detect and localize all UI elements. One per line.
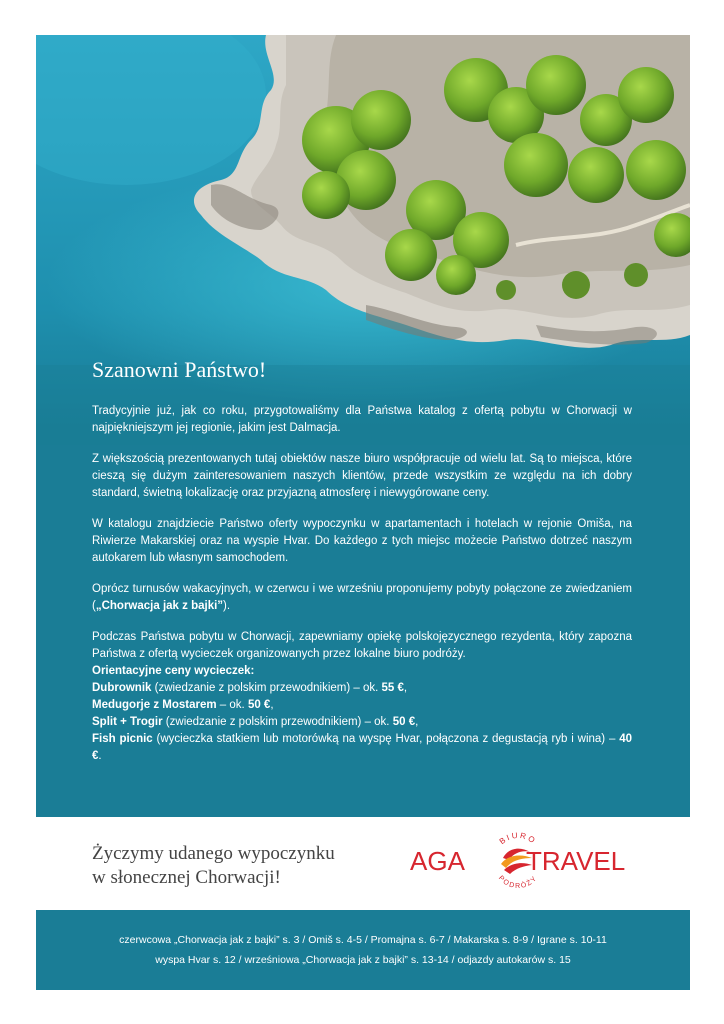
trip-name: Fish picnic	[92, 733, 153, 745]
trip-name: Medugorje z Mostarem	[92, 699, 217, 711]
hero-panel	[36, 35, 690, 817]
trip-price: 40 €	[92, 733, 632, 762]
welcome-letter	[92, 357, 632, 765]
trip-end: .	[98, 750, 102, 762]
trip-end: ,	[415, 716, 419, 728]
trip-item	[92, 680, 632, 697]
wish-line-1: Życzymy udanego wypoczynku	[92, 843, 335, 864]
logo-word-travel: TRAVEL	[526, 846, 626, 876]
trip-price: 55 €	[381, 682, 404, 694]
contents-line-1: czerwcowa „Chorwacja jak z bajki” s. 3 / Omiš s. 4-5 / Promajna s. 6-7 / Makarska s. 8-9 / Igrane s. 10-11	[119, 934, 607, 946]
catalog-contents-footer	[36, 910, 690, 990]
logo-word-aga: AGA	[410, 846, 465, 876]
trip-desc: (wycieczka statkiem lub motorówką na wyspę Hvar, połączona z degustacją ryb i wina) –	[152, 733, 620, 745]
trip-name: Dubrownik	[92, 682, 152, 694]
p4-text: Oprócz turnusów wakacyjnych, w czerwcu i we wrześniu proponujemy pobyty połączone ze zwiedzaniem (	[92, 583, 632, 612]
letter-paragraph-5: Podczas Państwa pobytu w Chorwacji, zapewniamy opiekę polskojęzycznego rezydenta, który zapozna Państwa z ofertą wycieczek organizowanych przez lokalne biuro podróży.	[92, 631, 632, 660]
trip-price-list	[92, 663, 632, 765]
prices-heading-text: Orientacyjne ceny wycieczek:	[92, 665, 255, 677]
letter-paragraph-1: Tradycyjnie już, jak co roku, przygotowaliśmy dla Państwa katalog z ofertą pobytu w Chorwacji w najpiękniejszym jej regionie, jakim jest Dalmacja.	[92, 405, 632, 434]
trip-end: ,	[270, 699, 274, 711]
trip-desc: (zwiedzanie z polskim przewodnikiem) – ok.	[162, 716, 393, 728]
logo-arc-podrozy: PODRÓŻY	[496, 874, 540, 888]
letter-paragraph-3: W katalogu znajdziecie Państwo oferty wypoczynku w apartamentach i hotelach w rejonie Omiša, na Riwierze Makarskiej oraz na wyspie Hvar. Do każdego z tych miejsc możecie Państwo dotrzeć naszym autokarem lub własnym samochodem.	[92, 518, 632, 564]
p4-end: ).	[223, 600, 231, 612]
trip-name: Split + Trogir	[92, 716, 163, 728]
trip-price: 50 €	[247, 699, 271, 711]
trip-item	[92, 731, 632, 765]
wish-line-2: w słonecznej Chorwacji!	[92, 867, 281, 888]
prices-heading	[92, 663, 632, 680]
p4-bold: „Chorwacja jak z bajki”	[95, 600, 224, 612]
trip-item	[92, 697, 632, 714]
closing-wish	[92, 842, 392, 890]
trip-end: ,	[403, 682, 408, 694]
trip-desc: (zwiedzanie z polskim przewodnikiem) – ok.	[151, 682, 382, 694]
aga-travel-logo	[408, 828, 634, 888]
greeting-heading: Szanowni Państwo!	[92, 357, 267, 382]
contents-line-2: wyspa Hvar s. 12 / wrześniowa „Chorwacja jak z bajki” s. 13-14 / odjazdy autokarów s. 15	[155, 954, 571, 966]
logo-arc-biuro: BIURO	[497, 830, 539, 847]
letter-paragraph-2: Z większością prezentowanych tutaj obiektów nasze biuro współpracuje od wielu lat. Są to miejsca, które cieszą się dużym zainteresowaniem naszych klientów, przede wszystkim ze względu na ich dobry standard, świetną lokalizację oraz przyjazną atmosferę i niewygórowane ceny.	[92, 453, 632, 499]
trip-item	[92, 714, 632, 731]
trip-desc: – ok.	[216, 699, 248, 711]
trip-price: 50 €	[392, 716, 416, 728]
letter-paragraph-4	[92, 581, 632, 615]
